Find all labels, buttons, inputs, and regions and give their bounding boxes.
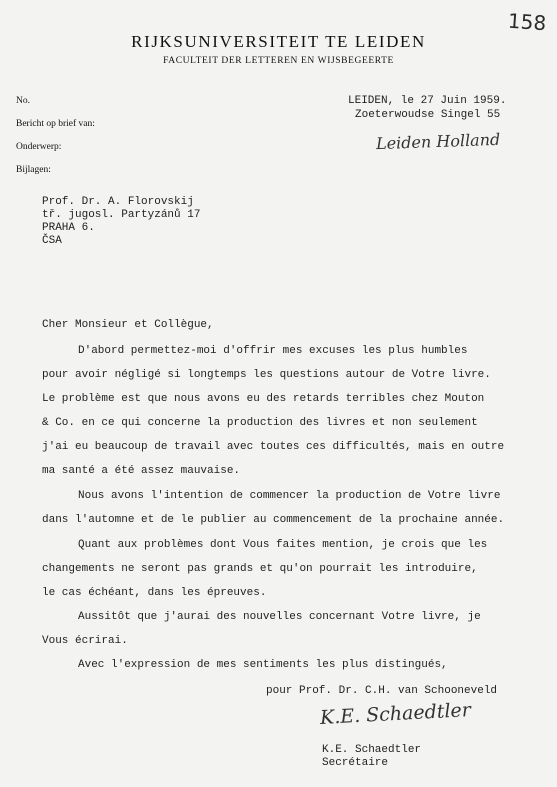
- body-line: dans l'automne et de le publier au commencement de la prochaine année.: [42, 514, 505, 526]
- body-line: D'abord permettez-moi d'offrir mes excuses les plus humbles: [78, 345, 468, 357]
- signatory-name: K.E. Schaedtler: [322, 744, 422, 756]
- field-bijlagen: Bijlagen:: [16, 165, 51, 175]
- sender-street: Zoeterwoudse Singel 55: [355, 109, 501, 121]
- body-line: pour avoir négligé si longtemps les questions autour de Votre livre.: [42, 369, 491, 381]
- body-line: Vous écrirai.: [42, 635, 128, 647]
- closing-line: Avec l'expression de mes sentiments les plus distingués,: [78, 659, 448, 671]
- field-onderwerp: Onderwerp:: [16, 142, 62, 152]
- body-line: le cas échéant, dans les épreuves.: [42, 587, 267, 599]
- recipient-line-1: Prof. Dr. A. Florovskij: [42, 196, 194, 208]
- body-line: j'ai eu beaucoup de travail avec toutes ces difficultés, mais en outre: [42, 441, 505, 453]
- handwritten-location: Leiden Holland: [375, 129, 501, 154]
- signatory-title: Secrétaire: [322, 757, 389, 769]
- recipient-line-3: PRAHA 6.: [42, 222, 95, 234]
- recipient-line-2: tř. jugosl. Partyzánů 17: [42, 209, 201, 221]
- body-line: Nous avons l'intention de commencer la production de Votre livre: [78, 490, 501, 502]
- body-line: Aussitôt que j'aurai des nouvelles concernant Votre livre, je: [78, 611, 481, 623]
- handwritten-signature: K.E. Schaedtler: [319, 699, 472, 729]
- archive-page-number: 158: [507, 8, 547, 36]
- city-date: LEIDEN, le 27 Juin 1959.: [348, 95, 507, 107]
- body-line: ma santé a été assez mauvaise.: [42, 465, 241, 477]
- body-line: changements ne seront pas grands et qu'on pourrait les introduire,: [42, 563, 478, 575]
- body-line: & Co. en ce qui concerne la production des livres et non seulement: [42, 417, 478, 429]
- body-line: Quant aux problèmes dont Vous faites mention, je crois que les: [78, 539, 488, 551]
- letterhead-faculty: FACULTEIT DER LETTEREN EN WIJSBEGEERTE: [163, 56, 394, 66]
- letterhead-university: RIJKSUNIVERSITEIT TE LEIDEN: [131, 32, 426, 51]
- recipient-line-4: ČSA: [42, 235, 62, 247]
- field-no: No.: [16, 96, 30, 106]
- salutation: Cher Monsieur et Collègue,: [42, 319, 214, 331]
- field-bericht: Bericht op brief van:: [16, 119, 95, 129]
- signature-for-line: pour Prof. Dr. C.H. van Schooneveld: [266, 685, 498, 697]
- body-line: Le problème est que nous avons eu des retards terribles chez Mouton: [42, 393, 485, 405]
